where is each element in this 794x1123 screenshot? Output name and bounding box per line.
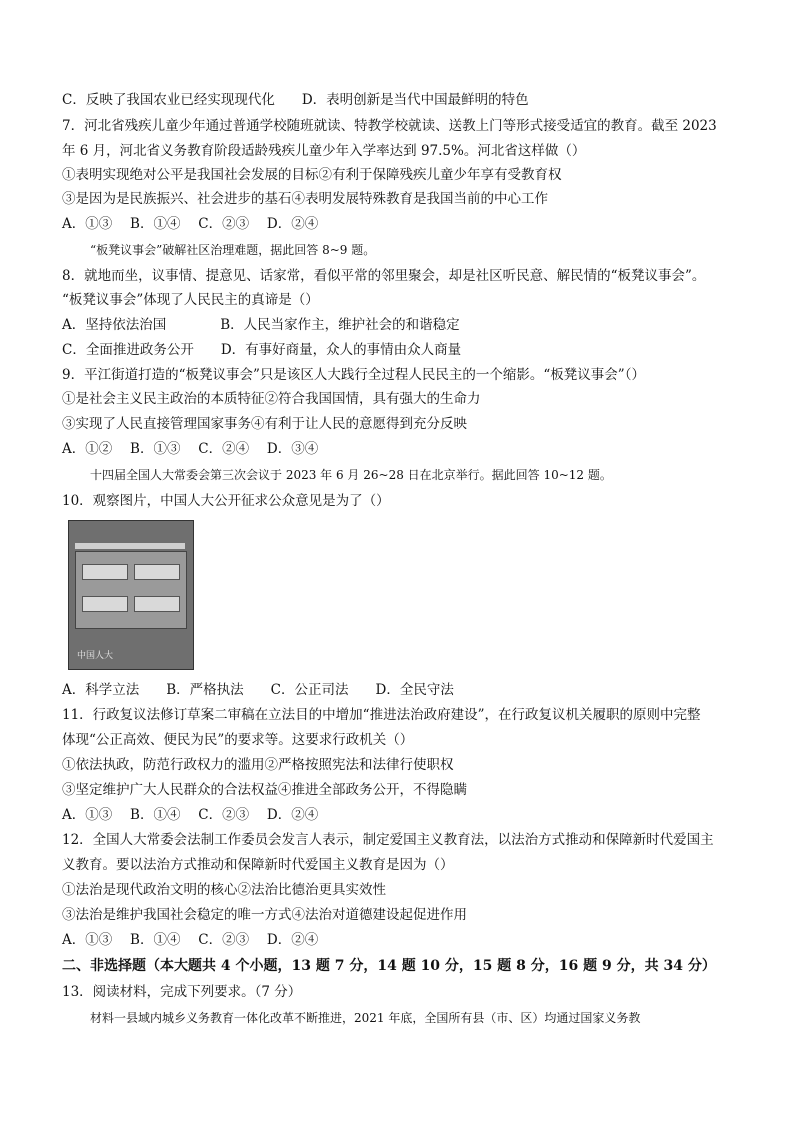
q12-stem-line2: 义教育。要以法治方式推动和保障新时代爱国主义教育是因为（） (62, 857, 454, 873)
q11-options: A．①③ B．①④ C．②③ D．②④ (62, 807, 319, 823)
q7-statements-1: ①表明实现绝对公平是我国社会发展的目标②有利于保障残疾儿童少年享有受教育权 (62, 167, 562, 183)
photo-item-box (82, 596, 128, 612)
q8-stem-line2: “板凳议事会”体现了人民民主的真谛是（） (62, 292, 319, 308)
q8-9-intro: “板凳议事会”破解社区治理难题，据此回答 8~9 题。 (90, 243, 376, 257)
photo-screen (75, 551, 187, 629)
q8-options-ab: A．坚持依法治国 B．人民当家作主，维护社会的和谐稳定 (62, 317, 460, 333)
q10-12-intro: 十四届全国人大常委会第三次会议于 2023 年 6 月 26~28 日在北京举行。据此回答 10~12 题。 (90, 468, 612, 482)
q11-statements-1: ①依法执政，防范行政权力的滥用②严格按照宪法和法律行使职权 (62, 757, 454, 773)
q9-statements-1: ①是社会主义民主政治的本质特征②符合我国国情，具有强大的生命力 (62, 391, 481, 407)
q10-stem: 10．观察图片，中国人大公开征求公众意见是为了（） (62, 493, 390, 509)
photo-item-box (134, 564, 180, 580)
q10-options: A．科学立法 B．严格执法 C．公正司法 D．全民守法 (62, 682, 454, 698)
q11-statements-2: ③坚定维护广大人民群众的合法权益④推进全部政务公开，不得隐瞒 (62, 782, 467, 798)
q7-stem-line1: 7．河北省残疾儿童少年通过普通学校随班就读、特教学校就读、送教上门等形式接受适宜的教育。截至 2023 (62, 118, 717, 134)
q6-options-cd: C．反映了我国农业已经实现现代化 D．表明创新是当代中国最鲜明的特色 (62, 92, 529, 108)
q13-material-1: 材料一县域内城乡义务教育一体化改革不断推进，2021 年底，全国所有县（市、区）均通过国家义务教 (90, 1011, 641, 1025)
section-2-heading: 二、非选择题（本大题共 4 个小题，13 题 7 分，14 题 10 分，15 题 8 分，16 题 9 分，共 34 分） (62, 958, 716, 974)
photo-caption: 中国人大 (77, 651, 114, 661)
q12-statements-2: ③法治是维护我国社会稳定的唯一方式④法治对道德建设起促进作用 (62, 907, 467, 923)
photo-item-box (82, 564, 128, 580)
q9-statements-2: ③实现了人民直接管理国家事务④有利于让人民的意愿得到充分反映 (62, 416, 467, 432)
q7-statements-2: ③是因为是民族振兴、社会进步的基石④表明发展特殊教育是我国当前的中心工作 (62, 191, 548, 207)
q12-stem-line1: 12．全国人大常委会法制工作委员会发言人表示，制定爱国主义教育法，以法治方式推动和保障新时代爱国主 (62, 832, 714, 848)
q12-options: A．①③ B．①④ C．②③ D．②④ (62, 932, 319, 948)
q7-options: A．①③ B．①④ C．②③ D．②④ (62, 216, 319, 232)
npc-public-consultation-photo (68, 520, 194, 670)
q13-stem: 13．阅读材料，完成下列要求。（7 分） (62, 984, 302, 1000)
q7-stem-line2: 年 6 月，河北省义务教育阶段适龄残疾儿童少年入学率达到 97.5%。河北省这样做（） (62, 143, 586, 159)
photo-headline-bar (75, 543, 185, 549)
q8-options-cd: C．全面推进政务公开 D．有事好商量，众人的事情由众人商量 (62, 342, 462, 358)
q11-stem-line1: 11．行政复议法修订草案二审稿在立法目的中增加“推进法治政府建设”，在行政复议机关履职的原则中完整 (62, 707, 701, 723)
photo-item-box (134, 596, 180, 612)
q12-statements-1: ①法治是现代政治文明的核心②法治比德治更具实效性 (62, 882, 386, 898)
q9-stem: 9．平江街道打造的“板凳议事会”只是该区人大践行全过程人民民主的一个缩影。“板凳议事会”（） (62, 367, 645, 383)
q8-stem-line1: 8．就地而坐，议事情、提意见、话家常，看似平常的邻里聚会，却是社区听民意、解民情的“板凳议事会”。 (62, 268, 706, 284)
q11-stem-line2: 体现“公正高效、便民为民”的要求等。这要求行政机关（） (62, 732, 414, 748)
q9-options: A．①② B．①③ C．②④ D．③④ (62, 441, 319, 457)
